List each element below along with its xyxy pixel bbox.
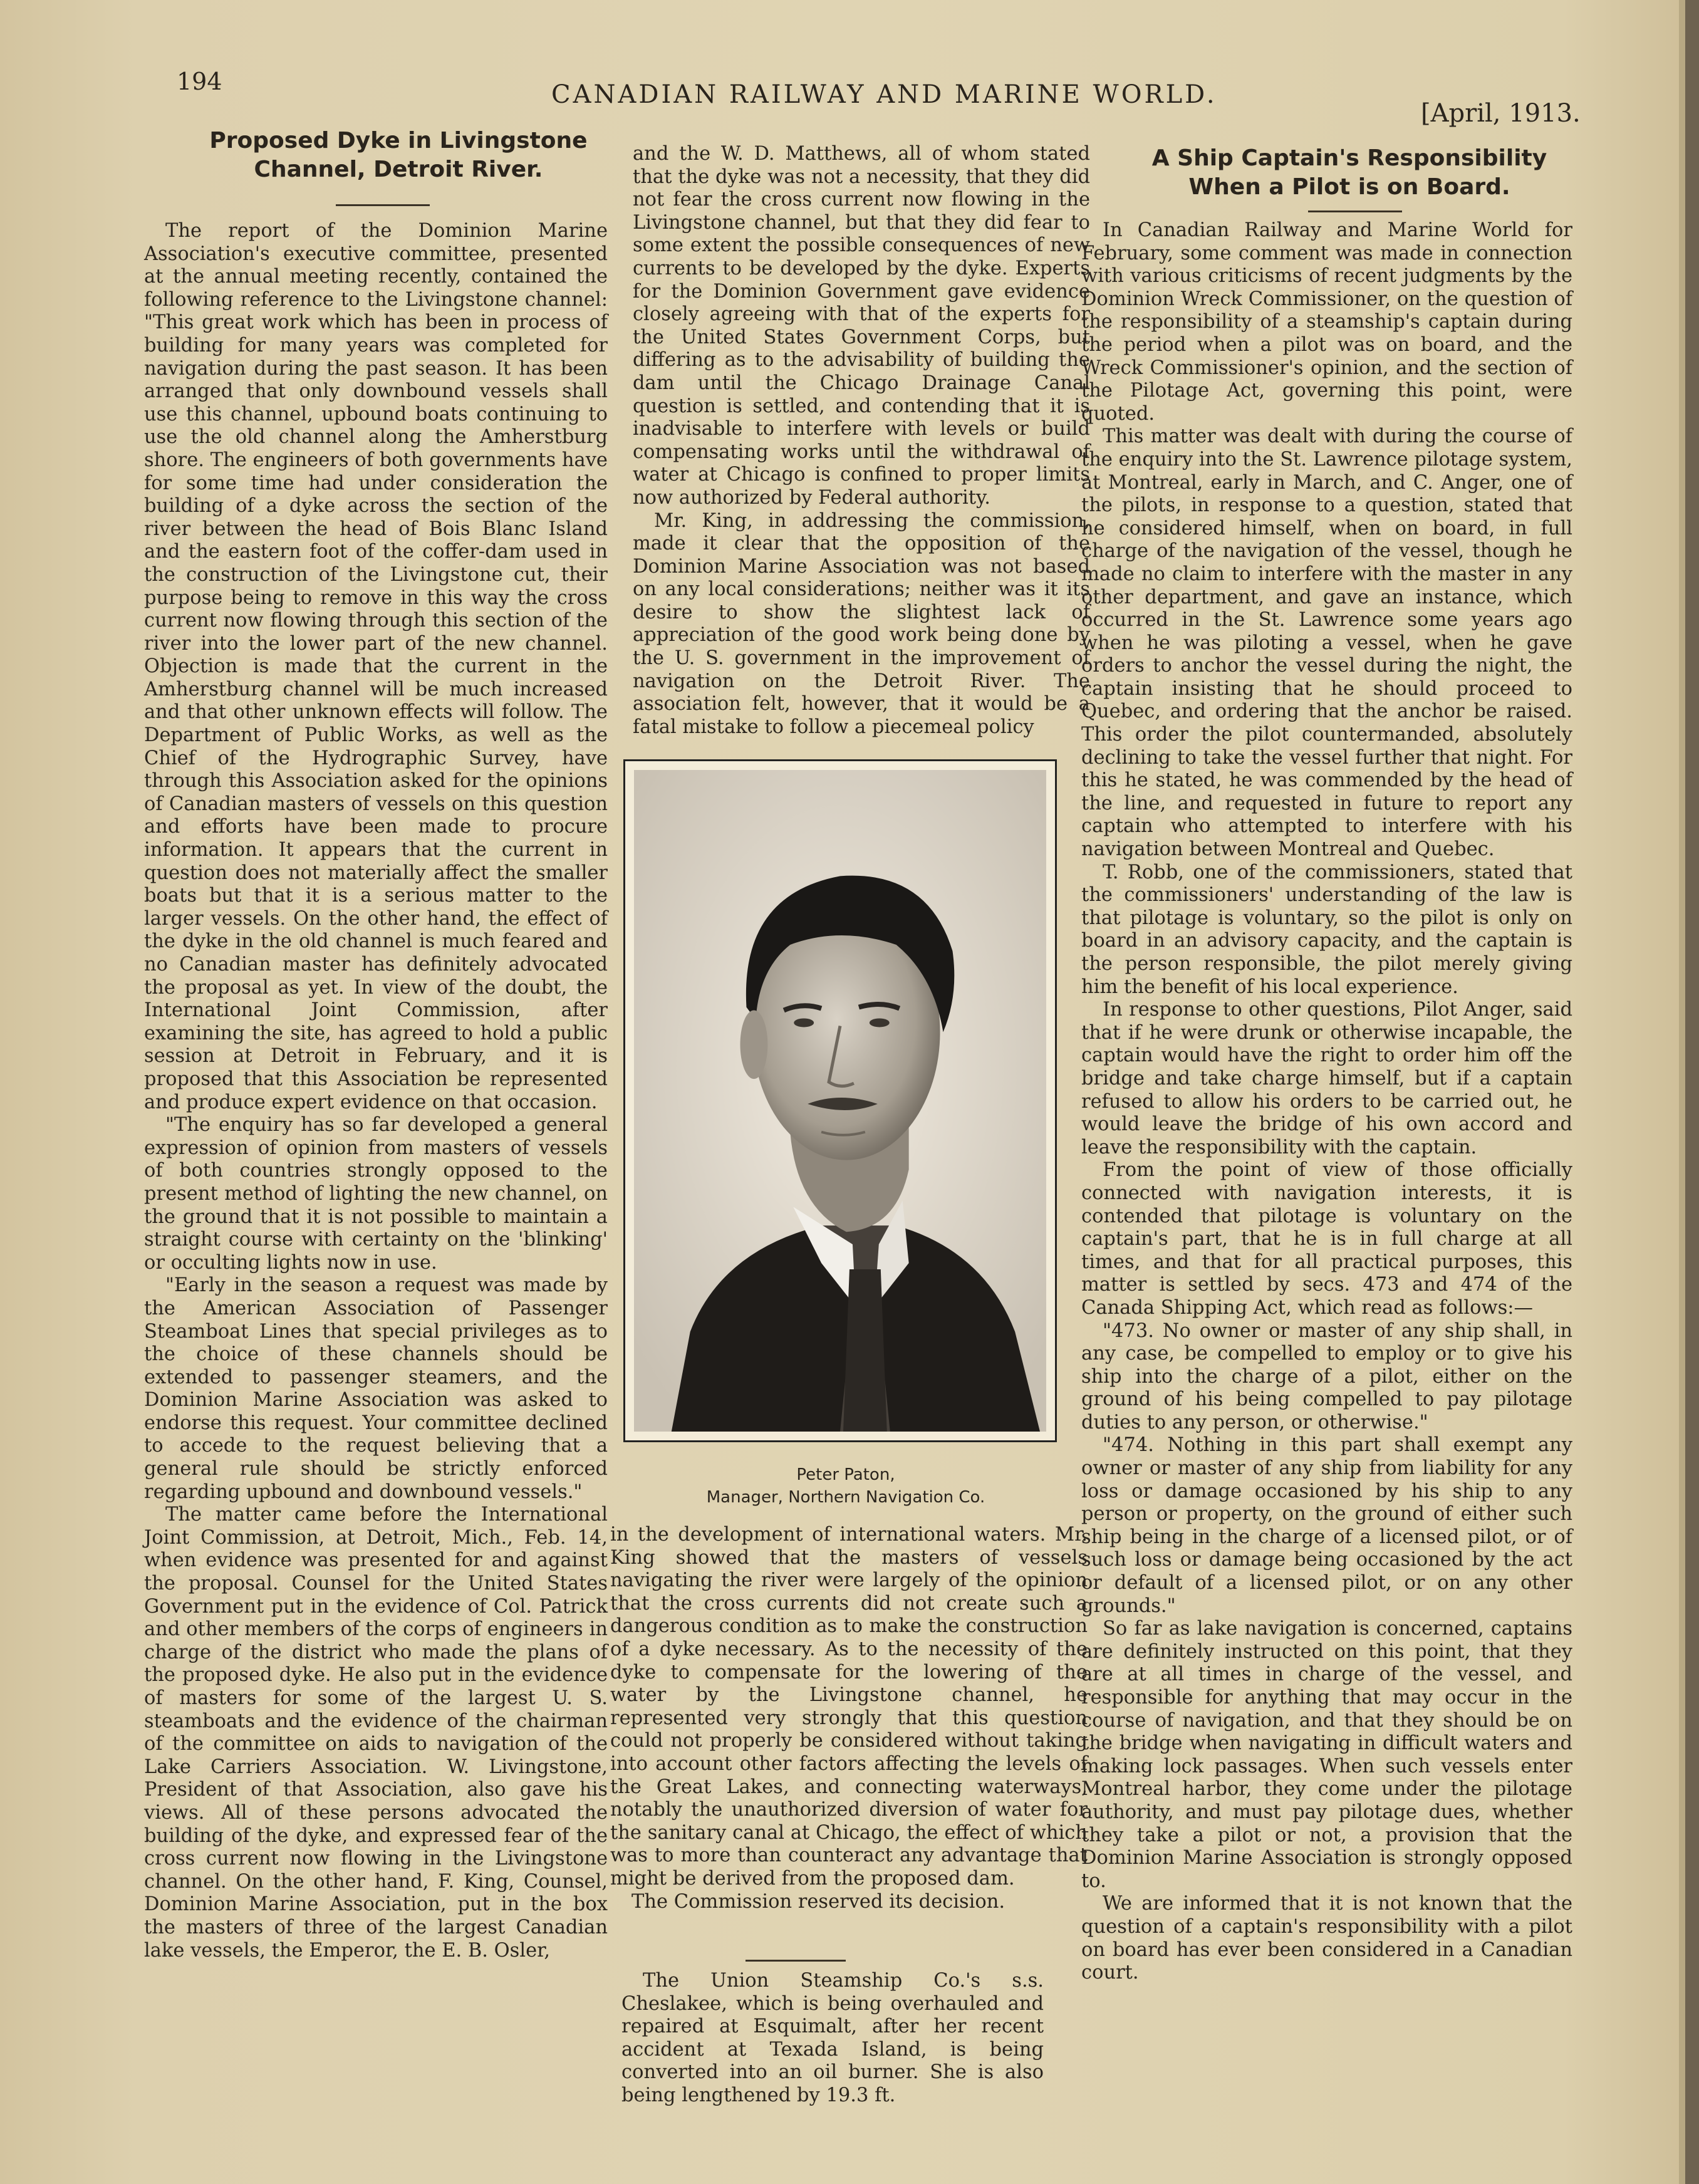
caption-title: Manager, Northern Navigation Co. bbox=[706, 1488, 985, 1507]
news-brief bbox=[621, 1970, 1044, 2108]
paragraph: "Early in the season a request was made by the American Association of Passenger Steamboat Lines that special privileges as to the choice of these channels should be extended to passenger steamers, and the Dominion Marine Association was asked to endorse this request. Your committee declined to accede to the request believing that a general rule should be strictly enforced regarding upbound and downbound vessels." bbox=[144, 1274, 608, 1503]
article-headline: A Ship Captain's Responsibility When a Pilot is on Board. bbox=[1151, 145, 1547, 200]
paragraph: From the point of view of those officially connected with navigation interests, it is contended that pilotage is voluntary on the captain's part, that he is in full charge at all times, and that for all practical purposes, this matter is settled by secs. 473 and 474 of the Canada Shipping Act, which read as follows:— bbox=[1081, 1159, 1572, 1319]
paragraph: "The enquiry has so far developed a general expression of opinion from masters of vessels of both countries strongly opposed to the present method of lighting the new channel, on the ground that it is not possible to maintain a straight course with certainty on the 'blinking' or occulting lights now in use. bbox=[144, 1114, 608, 1274]
paragraph: In response to other questions, Pilot Anger, said that if he were drunk or otherwise incapable, the captain would have the right to order him off the bridge and take charge himself, but if a captain refused to allow his orders to be carried out, he would leave the bridge of his own accord and leave the responsibility with the captain. bbox=[1081, 999, 1572, 1158]
portrait-image bbox=[634, 770, 1046, 1432]
paragraph: The report of the Dominion Marine Association's executive committee, presented at the annual meeting recently, contained the following reference to the Livingstone channel: "This great work which has been in process of building for many years was completed for navigation during the past season. It has been arranged that only downbound vessels shall use this channel, upbound boats continuing to use the old channel along the Amherstburg shore. The engineers of both governments have for some time had under consideration the building of a dyke across the section of the river between the head of Bois Blanc Island and the eastern foot of the coffer-dam used in the construction of the Livingstone cut, their purpose being to remove in this way the cross current now flowing through this section of the river into the lower part of the new channel. Objection is made that the current in the Amherstburg channel will be much increased and that other unknown effects will follow. The Department of Public Works, as well as the Chief of the Hydrographic Survey, have through this Association asked for the opinions of Canadian masters of vessels on this question and efforts have been made to procure information. It appears that the current in question does not materially affect the smaller boats but that it is a serious matter to the larger vessels. On the other hand, the effect of the dyke in the old channel is much feared and no Canadian master has definitely advocated the proposal as yet. In view of the doubt, the International Joint Commission, after examining the site, has agreed to hold a public session at Detroit in February, and it is proposed that this Association be represented and produce expert evidence on that occasion. bbox=[144, 220, 608, 1113]
paragraph: We are informed that it is not known that the question of a captain's responsibility with a pilot on board has ever been considered in a Canadian court. bbox=[1081, 1893, 1572, 1984]
issue-date: [April, 1913. bbox=[1421, 99, 1581, 128]
paragraph: So far as lake navigation is concerned, captains are definitely instructed on this point, that they are at all times in charge of the vessel, and responsible for anything that may occur in the course of navigation, and that they should be on the bridge when navigating in difficult waters and making lock passages. When such vessels enter Montreal harbor, they come under the pilotage authority, and must pay pilotage dues, whether they take a pilot or not, a provision that the Dominion Marine Association is strongly opposed to. bbox=[1081, 1618, 1572, 1892]
article-column-2-top bbox=[633, 143, 1090, 739]
paragraph: The Commission reserved its decision. bbox=[631, 1890, 1005, 1913]
caption-name: Peter Paton, bbox=[796, 1465, 895, 1484]
photo-caption bbox=[633, 1464, 1059, 1509]
article-column-3 bbox=[1081, 219, 1572, 1985]
paragraph: T. Robb, one of the commissioners, stated that the commissioners' understanding of the law is that pilotage is voluntary, so the pilot is only on board in an advisory capacity, and the captain is the person responsible, the pilot merely giving him the benefit of his local experience. bbox=[1081, 861, 1572, 998]
page-shadow bbox=[1679, 0, 1685, 2184]
publication-title: CANADIAN RAILWAY AND MARINE WORLD. bbox=[551, 80, 1217, 109]
paragraph: "474. Nothing in this part shall exempt any owner or master of any ship from liability for any loss or damage occasioned by his ship to any person or property, on the ground of either such ship being in the charge of a licensed pilot, or of such loss or damage being occasioned by the act or default of a licensed pilot, or on any other grounds." bbox=[1081, 1434, 1572, 1617]
portrait-photo bbox=[623, 759, 1057, 1442]
paragraph: Mr. King, in addressing the commission, made it clear that the opposition of the Dominion Marine Association was not based on any local considerations; neither was it its desire to show the slightest lack of appreciation of the good work being done by the U. S. government in the improvement of navigation on the Detroit River. The association felt, however, that it would be a fatal mistake to follow a piecemeal policy bbox=[633, 509, 1090, 738]
article-column-1 bbox=[144, 220, 608, 1962]
paragraph: In Canadian Railway and Marine World for February, some comment was made in connection with various criticisms of recent judgments by the Dominion Wreck Commissioner, on the question of the responsibility of a steamship's captain during the period when a pilot was on board, and the Wreck Commissioner's opinion, and the section of the Pilotage Act, governing this point, were quoted. bbox=[1081, 219, 1572, 425]
headline-rule bbox=[1308, 211, 1402, 212]
article-headline: Proposed Dyke in Livingstone Channel, Detroit River. bbox=[209, 128, 588, 182]
book-edge bbox=[1685, 0, 1699, 2184]
paragraph: The matter came before the International Joint Commission, at Detroit, Mich., Feb. 14, when evidence was presented for and against the proposal. Counsel for the United States Government put in the evidence of Col. Patrick and other members of the corps of engineers in charge of the district who made the plans of the proposed dyke. He also put in the evidence of masters for some of the largest U. S. steamboats and the evidence of the chairman of the committee on aids to navigation of the Lake Carriers Association. W. Livingstone, President of that Association, also gave his views. All of these persons advocated the building of the dyke, and expressed fear of the cross current now flowing in the Livingstone channel. On the other hand, F. King, Counsel, Dominion Marine Association, put in the box the masters of three of the largest Canadian lake vessels, the Emperor, the E. B. Osler, bbox=[144, 1504, 608, 1962]
page-number: 194 bbox=[177, 68, 222, 95]
paragraph: The Union Steamship Co.'s s.s. Cheslakee, which is being overhauled and repaired at Esquimalt, after her recent accident at Texada Island, is being converted into an oil burner. She is also being lengthened by 19.3 ft. bbox=[621, 1970, 1044, 2106]
paragraph: "473. No owner or master of any ship shall, in any case, be compelled to employ or to give his ship into the charge of a pilot, either on the ground of his being compelled to pay pilotage duties to any person, or otherwise." bbox=[1081, 1319, 1572, 1433]
running-header bbox=[0, 68, 1699, 128]
paragraph: This matter was dealt with during the course of the enquiry into the St. Lawrence pilotage system, at Montreal, early in March, and C. Anger, one of the pilots, in response to a question, stated that he considered himself, when on board, in full charge of the navigation of the vessel, though he made no claim to interfere with the master in any other department, and gave an instance, which occurred in the St. Lawrence some years ago when he was piloting a vessel, when he gave orders to anchor the vessel during the night, the captain insisting that he should proceed to Quebec, and ordering that the anchor be raised. This order the pilot countermanded, absolutely declining to take the vessel further that night. For this he stated, he was commended by the head of the line, and requested in future to report any captain who attempted to interfere with his navigation between Montreal and Quebec. bbox=[1081, 425, 1572, 861]
article-column-2-bottom bbox=[610, 1524, 1088, 1913]
paragraph: and the W. D. Matthews, all of whom stated that the dyke was not a necessity, that they did not fear the cross current now flowing in the Livingstone channel, but that they did fear to some extent the possible consequences of new currents to be developed by the dyke. Experts for the Dominion Government gave evidence closely agreeing with that of the experts for the United States Government Corps, but differing as to the advisability of building the dam until the Chicago Drainage Canal question is settled, and contending that it is inadvisable to interfere with levels or build compensating works until the withdrawal of water at Chicago is confined to proper limits now authorized by Federal authority. bbox=[633, 143, 1090, 509]
paragraph: in the development of international waters. Mr. King showed that the masters of vessels navigating the river were largely of the opinion that the cross currents did not create such a dangerous condition as to make the construction of a dyke necessary. As to the necessity of the dyke to compensate for the lowering of the water by the Livingstone channel, he represented very strongly that this question could not properly be considered without taking into account other factors affecting the levels of the Great Lakes, and connecting waterways, notably the unauthorized diversion of water for the sanitary canal at Chicago, the effect of which was to more than counteract any advantage that might be derived from the proposed dam. bbox=[610, 1524, 1088, 1890]
section-rule bbox=[746, 1960, 846, 1962]
headline-rule bbox=[336, 204, 430, 206]
